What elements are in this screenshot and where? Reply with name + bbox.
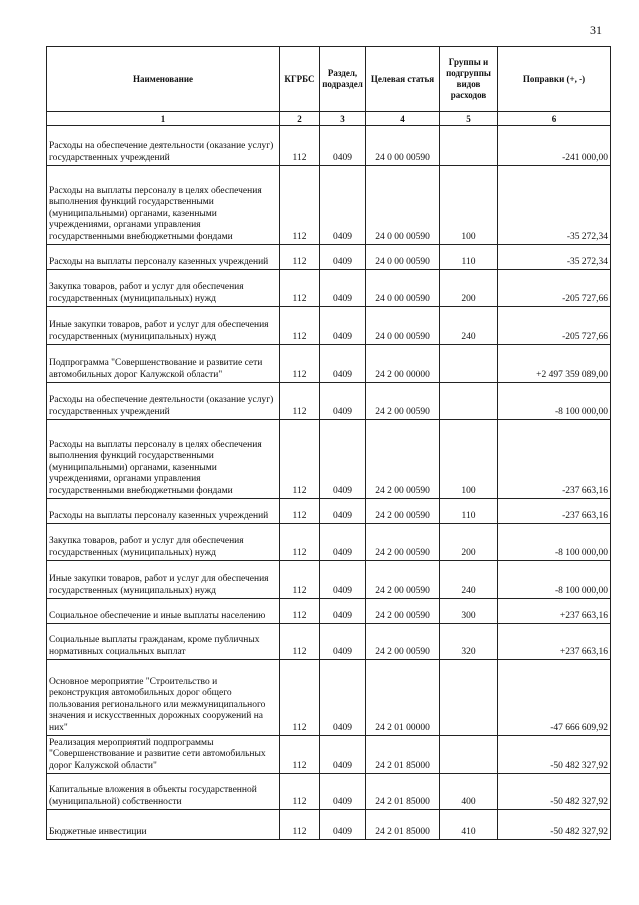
row-amount: -8 100 000,00	[498, 383, 611, 420]
row-kgrbs: 112	[280, 736, 320, 774]
column-number: 5	[440, 112, 498, 126]
row-kgrbs: 112	[280, 774, 320, 810]
header-kgrbs: КГРБС	[280, 47, 320, 112]
row-target: 24 2 00 00590	[366, 561, 440, 599]
row-section: 0409	[320, 624, 366, 660]
table-row	[47, 599, 611, 624]
table-row	[47, 245, 611, 270]
row-amount: -35 272,34	[498, 245, 611, 270]
row-group: 320	[440, 624, 498, 660]
row-amount: +237 663,16	[498, 599, 611, 624]
header-amendments: Поправки (+, -)	[498, 47, 611, 112]
header-target: Целевая статья	[366, 47, 440, 112]
row-amount: +237 663,16	[498, 624, 611, 660]
row-name: Иные закупки товаров, работ и услуг для обеспечения государственных (муниципальных) нужд	[47, 307, 280, 345]
table-row	[47, 383, 611, 420]
row-kgrbs: 112	[280, 624, 320, 660]
row-kgrbs: 112	[280, 599, 320, 624]
row-group: 240	[440, 561, 498, 599]
row-name: Закупка товаров, работ и услуг для обеспечения государственных (муниципальных) нужд	[47, 270, 280, 307]
row-amount: -237 663,16	[498, 420, 611, 499]
row-kgrbs: 112	[280, 499, 320, 524]
row-kgrbs: 112	[280, 810, 320, 840]
column-number: 1	[47, 112, 280, 126]
row-amount: -237 663,16	[498, 499, 611, 524]
row-group	[440, 383, 498, 420]
table-row	[47, 499, 611, 524]
row-section: 0409	[320, 345, 366, 383]
budget-table	[46, 46, 611, 840]
row-target: 24 2 00 00000	[366, 345, 440, 383]
table-row	[47, 810, 611, 840]
row-target: 24 2 00 00590	[366, 499, 440, 524]
row-section: 0409	[320, 307, 366, 345]
row-amount: -205 727,66	[498, 270, 611, 307]
row-section: 0409	[320, 126, 366, 166]
row-section: 0409	[320, 270, 366, 307]
row-kgrbs: 112	[280, 126, 320, 166]
row-group	[440, 126, 498, 166]
page-number: 31	[590, 23, 602, 37]
row-section: 0409	[320, 599, 366, 624]
table-row	[47, 270, 611, 307]
row-amount: -47 666 609,92	[498, 660, 611, 736]
row-amount: -50 482 327,92	[498, 810, 611, 840]
row-target: 24 2 01 85000	[366, 774, 440, 810]
row-kgrbs: 112	[280, 420, 320, 499]
table-row	[47, 307, 611, 345]
row-kgrbs: 112	[280, 660, 320, 736]
row-group	[440, 345, 498, 383]
row-group	[440, 736, 498, 774]
header-groups: Группы и подгруппы видов расходов	[440, 47, 498, 112]
table-row	[47, 345, 611, 383]
row-kgrbs: 112	[280, 270, 320, 307]
row-amount: -241 000,00	[498, 126, 611, 166]
row-name: Социальное обеспечение и иные выплаты населению	[47, 599, 280, 624]
row-group: 400	[440, 774, 498, 810]
row-kgrbs: 112	[280, 345, 320, 383]
row-kgrbs: 112	[280, 245, 320, 270]
table-row	[47, 660, 611, 736]
row-name: Расходы на выплаты персоналу казенных учреждений	[47, 245, 280, 270]
row-group: 300	[440, 599, 498, 624]
table-row	[47, 420, 611, 499]
row-amount: +2 497 359 089,00	[498, 345, 611, 383]
row-group: 100	[440, 166, 498, 245]
row-section: 0409	[320, 660, 366, 736]
row-amount: -50 482 327,92	[498, 774, 611, 810]
row-kgrbs: 112	[280, 307, 320, 345]
row-name: Реализация мероприятий подпрограммы "Совершенствование и развитие сети автомобильных дорог Калужской области"	[47, 736, 280, 774]
row-name: Закупка товаров, работ и услуг для обеспечения государственных (муниципальных) нужд	[47, 524, 280, 561]
table-row	[47, 126, 611, 166]
table-row	[47, 561, 611, 599]
row-kgrbs: 112	[280, 166, 320, 245]
row-name: Основное мероприятие "Строительство и реконструкция автомобильных дорог общего пользования регионального или межмуниципального значения и искусственных дорожных сооружений на них"	[47, 660, 280, 736]
row-name: Социальные выплаты гражданам, кроме публичных нормативных социальных выплат	[47, 624, 280, 660]
row-group: 110	[440, 499, 498, 524]
row-target: 24 2 00 00590	[366, 383, 440, 420]
row-target: 24 2 00 00590	[366, 524, 440, 561]
row-group: 110	[440, 245, 498, 270]
row-target: 24 0 00 00590	[366, 307, 440, 345]
row-name: Расходы на обеспечение деятельности (оказание услуг) государственных учреждений	[47, 126, 280, 166]
row-target: 24 2 00 00590	[366, 624, 440, 660]
row-amount: -35 272,34	[498, 166, 611, 245]
row-name: Подпрограмма "Совершенствование и развитие сети автомобильных дорог Калужской области"	[47, 345, 280, 383]
table-row	[47, 774, 611, 810]
row-section: 0409	[320, 499, 366, 524]
row-section: 0409	[320, 420, 366, 499]
row-target: 24 2 00 00590	[366, 420, 440, 499]
row-target: 24 2 01 85000	[366, 810, 440, 840]
row-section: 0409	[320, 245, 366, 270]
row-target: 24 0 00 00590	[366, 166, 440, 245]
row-target: 24 0 00 00590	[366, 126, 440, 166]
row-group: 200	[440, 524, 498, 561]
table-row	[47, 166, 611, 245]
row-section: 0409	[320, 166, 366, 245]
row-target: 24 0 00 00590	[366, 245, 440, 270]
column-number: 3	[320, 112, 366, 126]
table-row	[47, 524, 611, 561]
column-number-row	[47, 112, 611, 126]
row-amount: -205 727,66	[498, 307, 611, 345]
row-group: 200	[440, 270, 498, 307]
table-row	[47, 624, 611, 660]
row-target: 24 0 00 00590	[366, 270, 440, 307]
column-number: 6	[498, 112, 611, 126]
row-amount: -50 482 327,92	[498, 736, 611, 774]
row-section: 0409	[320, 736, 366, 774]
table-body	[47, 126, 611, 840]
row-name: Расходы на обеспечение деятельности (оказание услуг) государственных учреждений	[47, 383, 280, 420]
row-kgrbs: 112	[280, 561, 320, 599]
row-section: 0409	[320, 774, 366, 810]
row-group: 240	[440, 307, 498, 345]
row-name: Бюджетные инвестиции	[47, 810, 280, 840]
row-amount: -8 100 000,00	[498, 561, 611, 599]
row-name: Расходы на выплаты персоналу в целях обеспечения выполнения функций государственными (муниципальными) органами, казенными учреждениями, органами управления государственными внебюджетными фондами	[47, 420, 280, 499]
row-section: 0409	[320, 561, 366, 599]
header-name: Наименование	[47, 47, 280, 112]
row-target: 24 2 01 85000	[366, 736, 440, 774]
row-section: 0409	[320, 524, 366, 561]
row-group: 100	[440, 420, 498, 499]
row-name: Капитальные вложения в объекты государственной (муниципальной) собственности	[47, 774, 280, 810]
row-section: 0409	[320, 383, 366, 420]
row-name: Иные закупки товаров, работ и услуг для обеспечения государственных (муниципальных) нужд	[47, 561, 280, 599]
header-row	[47, 47, 611, 112]
row-target: 24 2 00 00590	[366, 599, 440, 624]
table-row	[47, 736, 611, 774]
column-number: 4	[366, 112, 440, 126]
row-name: Расходы на выплаты персоналу в целях обеспечения выполнения функций государственными (муниципальными) органами, казенными учреждениями, органами управления государственными внебюджетными фондами	[47, 166, 280, 245]
row-amount: -8 100 000,00	[498, 524, 611, 561]
row-kgrbs: 112	[280, 524, 320, 561]
header-section: Раздел, подраздел	[320, 47, 366, 112]
row-group	[440, 660, 498, 736]
row-section: 0409	[320, 810, 366, 840]
row-target: 24 2 01 00000	[366, 660, 440, 736]
row-kgrbs: 112	[280, 383, 320, 420]
row-group: 410	[440, 810, 498, 840]
row-name: Расходы на выплаты персоналу казенных учреждений	[47, 499, 280, 524]
column-number: 2	[280, 112, 320, 126]
